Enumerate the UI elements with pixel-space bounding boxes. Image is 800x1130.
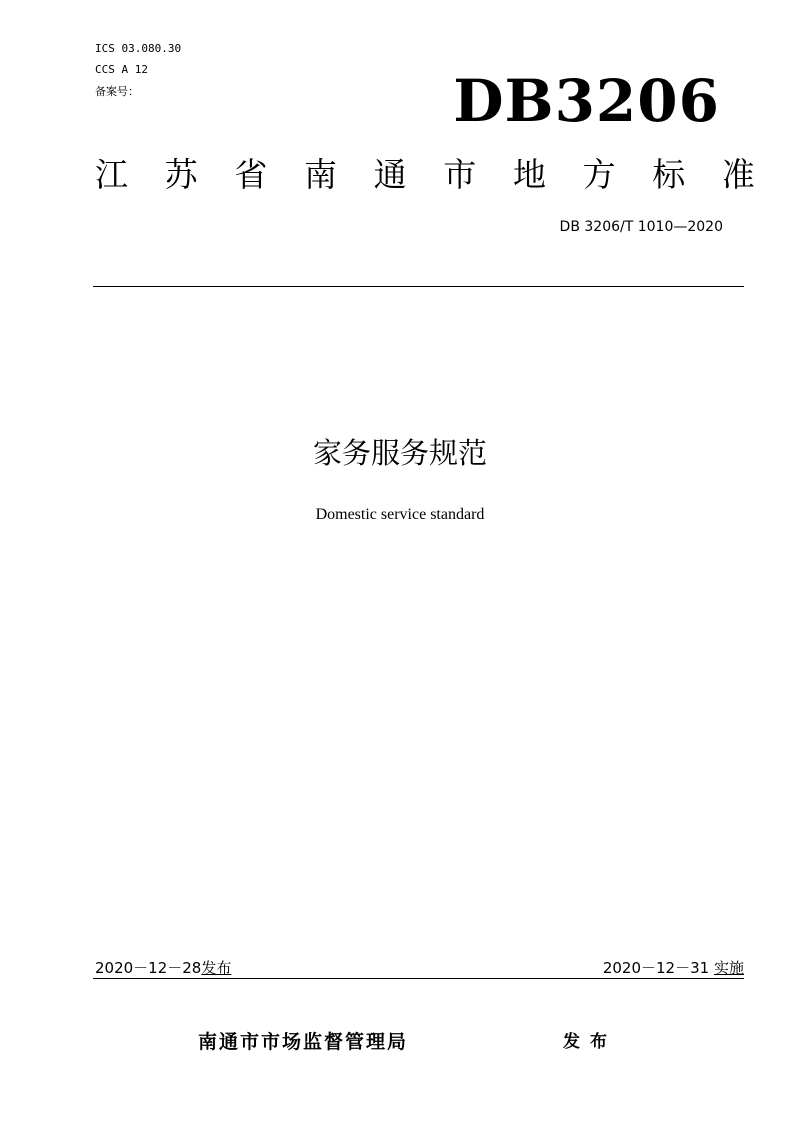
issue-label: 发布 [563, 1032, 617, 1052]
document-title: 家务服务规范 [312, 436, 487, 470]
implementation-date [603, 958, 744, 978]
standard-type-char: 标 [652, 155, 686, 194]
standard-type-char: 苏 [164, 155, 198, 194]
standard-type-char: 省 [234, 155, 268, 194]
document-title-english: Domestic service standard [315, 506, 485, 523]
implementation-date-value: 2020－12－31 [602, 959, 710, 977]
implementation-date-suffix: 实施 [713, 959, 744, 977]
issue-date-value: 2020－12－28 [95, 959, 202, 977]
issue-date [95, 958, 231, 978]
standard-type-char: 地 [512, 155, 546, 194]
standard-type-char: 南 [303, 155, 337, 194]
issue-date-suffix: 发布 [201, 959, 232, 977]
footer-divider [93, 978, 744, 979]
ics-code: ICS 03.080.30 [95, 42, 182, 55]
ccs-code: CCS A 12 [95, 63, 148, 76]
header-divider [93, 286, 744, 287]
standard-type-char: 通 [373, 155, 407, 194]
standard-type-char: 准 [721, 155, 755, 194]
standard-code: DB3206 [453, 67, 720, 135]
standard-type-char: 江 [95, 155, 128, 194]
standard-type-heading [95, 153, 755, 197]
standard-type-char: 方 [582, 155, 616, 194]
standard-type-char: 市 [443, 155, 477, 194]
issuing-authority: 南通市市场监督管理局 [198, 1031, 409, 1053]
standard-number: DB 3206/T 1010—2020 [559, 219, 723, 235]
record-number-label: 备案号： [95, 85, 139, 98]
